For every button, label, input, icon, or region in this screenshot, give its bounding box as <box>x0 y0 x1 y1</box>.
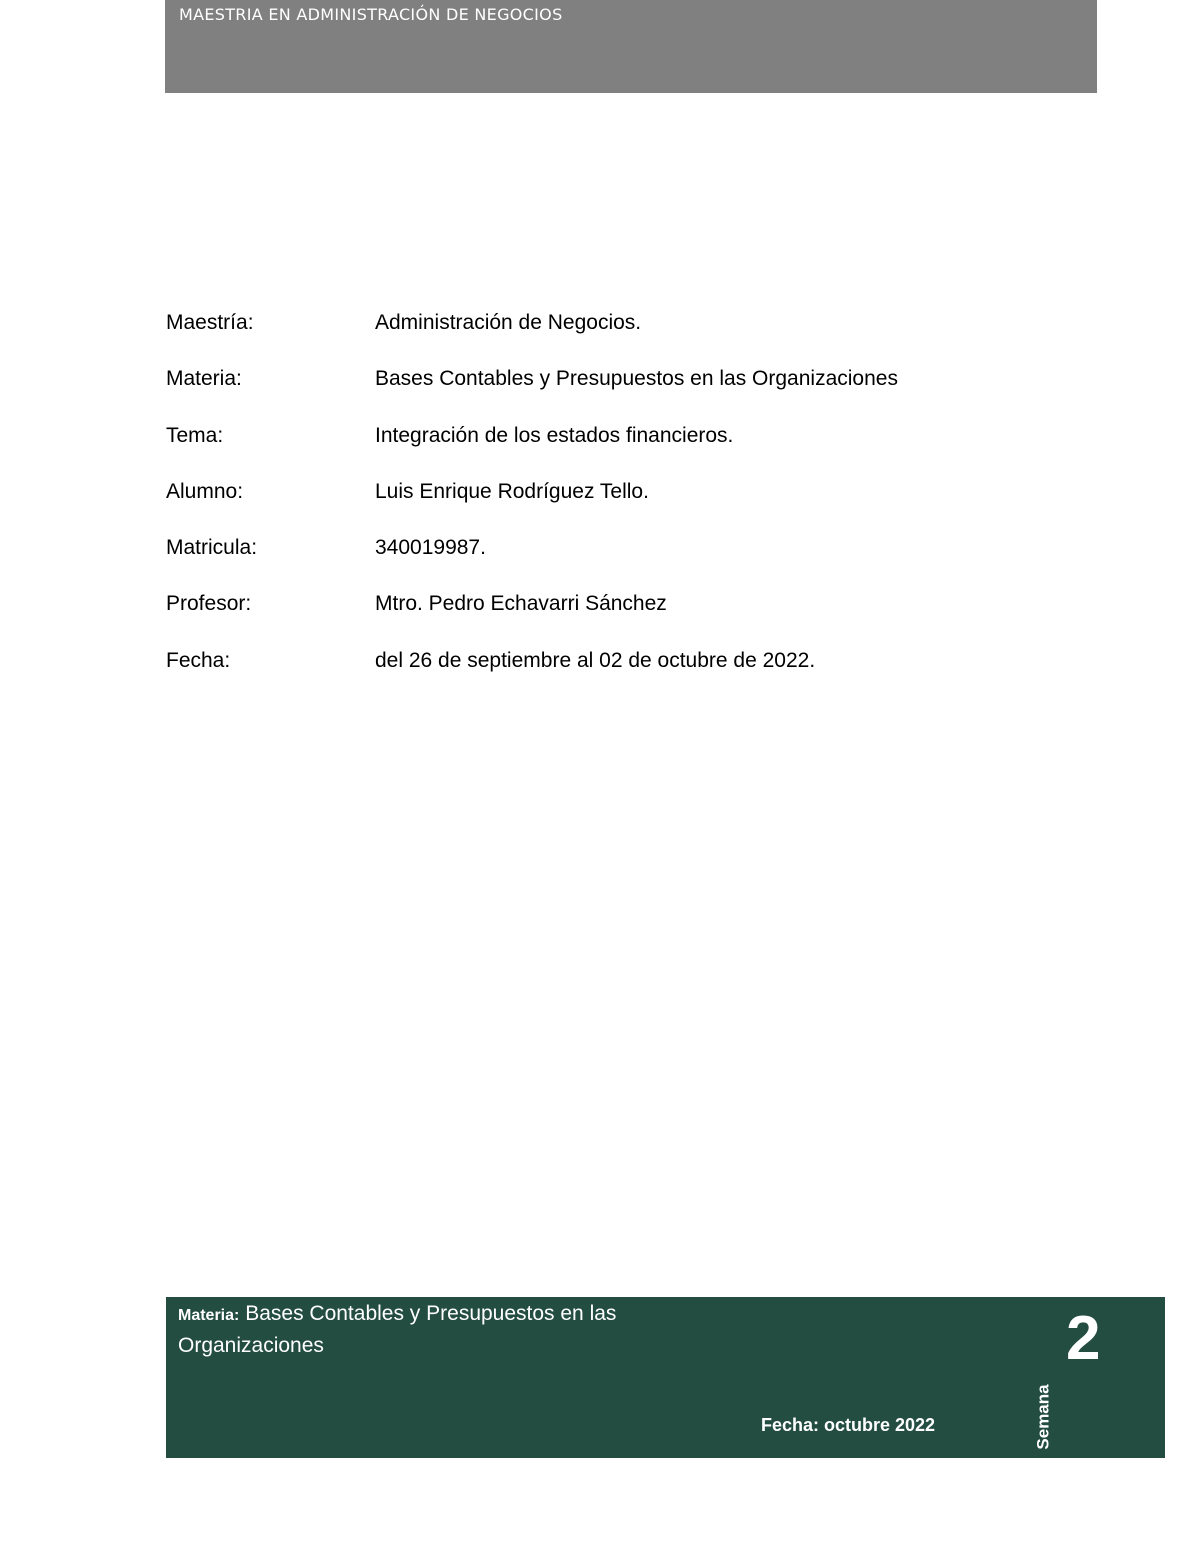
header-title: MAESTRIA EN ADMINISTRACIÓN DE NEGOCIOS <box>179 5 563 24</box>
info-value: Integración de los estados financieros. <box>375 423 734 447</box>
footer-fecha: Fecha: octubre 2022 <box>761 1415 936 1435</box>
footer-semana-label: Semana <box>1033 1384 1053 1450</box>
info-label: Materia: <box>166 367 242 391</box>
info-value: Administración de Negocios. <box>375 311 642 334</box>
footer-materia-label: Materia: <box>178 1307 240 1324</box>
header-band <box>165 0 1097 93</box>
footer-materia <box>178 1299 718 1361</box>
info-row-matricula <box>166 531 1066 587</box>
info-row-materia <box>166 362 1066 418</box>
info-label: Tema: <box>166 423 224 447</box>
footer-materia-value: Bases Contables y Presupuestos en las Organizaciones <box>178 1302 617 1357</box>
info-value: Luis Enrique Rodríguez Tello. <box>375 479 649 503</box>
footer-semana-number: 2 <box>1066 1304 1101 1373</box>
info-row-profesor <box>166 587 1066 643</box>
info-label: Alumno: <box>166 479 244 503</box>
footer-band <box>166 1297 1165 1458</box>
info-value: Bases Contables y Presupuestos en las Organizaciones <box>375 367 898 391</box>
info-row-maestria <box>166 306 1066 362</box>
info-row-alumno <box>166 475 1066 531</box>
info-label: Profesor: <box>166 592 252 616</box>
info-label: Fecha: <box>166 648 231 672</box>
info-row-fecha <box>166 644 1066 700</box>
info-value: Mtro. Pedro Echavarri Sánchez <box>375 592 667 616</box>
info-value: 340019987. <box>375 536 486 560</box>
info-row-tema <box>166 419 1066 475</box>
info-label: Maestría: <box>166 311 254 334</box>
info-label: Matricula: <box>166 536 258 560</box>
cover-info <box>166 306 1066 700</box>
info-value: del 26 de septiembre al 02 de octubre de 2022. <box>375 648 816 672</box>
